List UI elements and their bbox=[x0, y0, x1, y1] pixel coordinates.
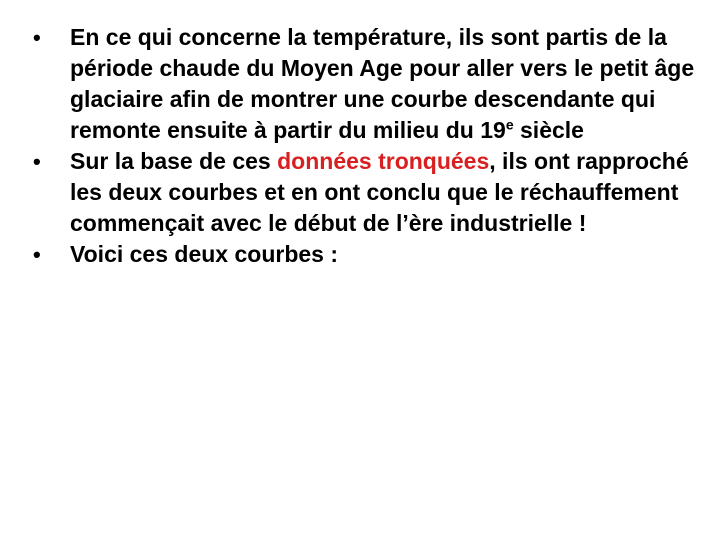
bullet-text-intro: Sur la base de ces bbox=[70, 148, 278, 174]
century-superscript: e bbox=[505, 116, 514, 133]
bullet-icon: • bbox=[33, 242, 41, 267]
bullet-text-century: siècle bbox=[513, 117, 584, 143]
bullet-text-temperature: En ce qui concerne la température, ils sont partis de la période chaude du Moyen Age pour aller vers le petit âge glaciaire afin de montrer une courbe descendante qui remonte ensuite à partir du milieu du 19 bbox=[70, 24, 695, 143]
bullet-icon: • bbox=[33, 25, 41, 50]
bullet-list bbox=[30, 22, 700, 270]
bullet-icon: • bbox=[33, 149, 41, 174]
bullet-item-temperature bbox=[30, 22, 700, 146]
bullet-text-conclusion: , ils ont rapproché les deux courbes et en ont conclu que le réchauffement commençait avec le début de l’ère industrielle ! bbox=[70, 148, 689, 236]
highlighted-phrase: données tronquées bbox=[277, 148, 490, 174]
bullet-item-curves bbox=[30, 239, 700, 270]
bullet-item-truncated-data bbox=[30, 146, 700, 239]
bullet-text-curves: Voici ces deux courbes : bbox=[70, 241, 339, 267]
